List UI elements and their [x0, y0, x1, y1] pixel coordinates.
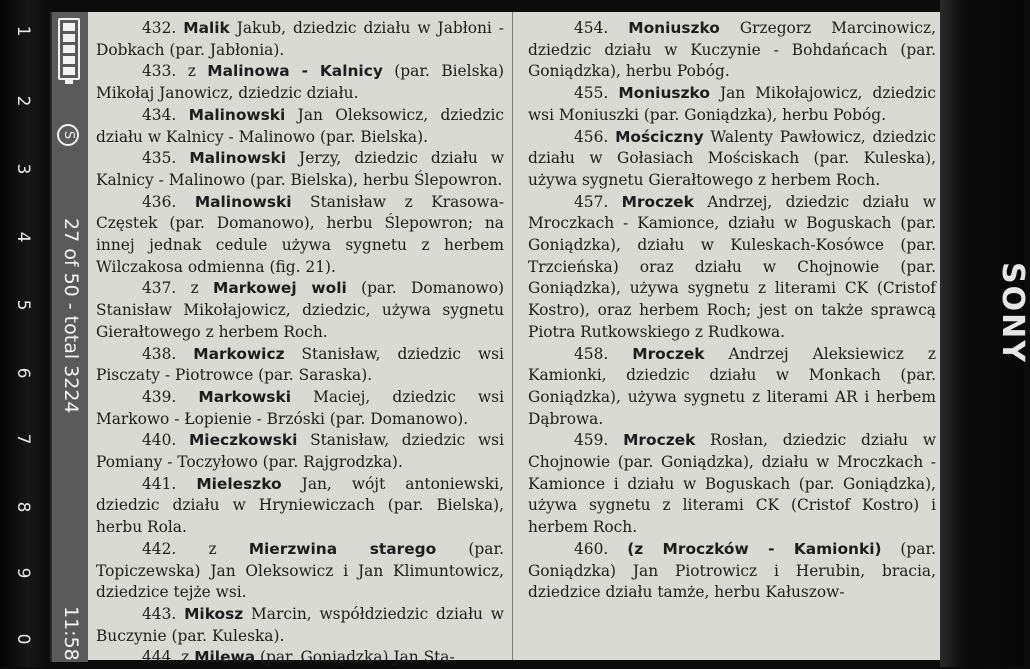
- entry-text: Jan Oleksowicz, dziedzic działu w Kalnicy - Malinowo (par. Bielska).: [96, 105, 504, 146]
- entry-name: Malinowski: [189, 149, 286, 168]
- numeric-key-strip: [0, 0, 46, 667]
- entry-name: Mroczek: [632, 344, 705, 363]
- book-page: [88, 12, 940, 667]
- entry: [528, 18, 936, 83]
- entry: [96, 647, 504, 669]
- entry-number: 439.: [142, 387, 177, 406]
- key-9[interactable]: 9: [13, 567, 33, 579]
- entry-text: (par. Bielska) Mikołaj Janowicz, dziedzic działu.: [96, 62, 504, 103]
- entry-prefix: z: [181, 648, 195, 667]
- entry: [96, 192, 504, 279]
- entry-name: Mościczny: [615, 127, 704, 146]
- entry-number: 457.: [574, 192, 609, 211]
- key-5[interactable]: 5: [13, 299, 33, 311]
- entry-name: Moniuszko: [618, 84, 710, 103]
- entry-prefix: z: [208, 539, 249, 558]
- key-6[interactable]: 6: [13, 367, 33, 379]
- entry-name: Markowski: [198, 387, 291, 406]
- clock: 11:58: [60, 606, 82, 661]
- entry: [96, 18, 504, 61]
- entry: [96, 105, 504, 148]
- key-2[interactable]: 2: [13, 95, 33, 107]
- entry-text: (par. Goniądzka) Jan Sta-: [255, 648, 455, 667]
- entry-name: Moniuszko: [628, 19, 720, 37]
- entry-number: 432.: [142, 19, 177, 37]
- entry: [528, 344, 936, 431]
- entry-name: Mroczek: [621, 192, 694, 211]
- entry-number: 437.: [142, 279, 177, 298]
- entry-text: Grzegorz Marcinowicz, dziedzic działu w Kuczynie - Bohdańcach (par. Goniądzka), herbu Pobóg.: [528, 19, 936, 81]
- entry: [96, 148, 504, 191]
- entry-text: Jerzy, dziedzic działu w Kalnicy - Malinowo (par. Bielska), herbu Ślepowron.: [96, 149, 504, 189]
- entry-number: 441.: [142, 474, 177, 493]
- entry: [528, 430, 936, 539]
- entry-text: Jan Mikołajowicz, dziedzic wsi Moniuszki (par. Goniądzka), herbu Pobóg.: [528, 84, 936, 124]
- entry-text: Rosłan, dziedzic działu w Chojnowie (par. Goniądzka), działu w Mroczkach - Kamionce i działu w Boguskach (par. Goniądzka), używa sygnetu z literami CK (Cristof Kostro) i herbem Roch.: [528, 431, 936, 537]
- left-column: [96, 18, 504, 669]
- entry-number: 456.: [574, 127, 609, 146]
- entry-text: Marcin, współdziedzic działu w Buczynie (par. Kuleska).: [96, 604, 504, 645]
- battery-icon: [58, 18, 80, 80]
- entry: [528, 83, 936, 126]
- status-bar: [50, 12, 88, 662]
- entry-number: 454.: [574, 19, 609, 37]
- entry-name: Malinowa - Kalnicy: [207, 62, 383, 81]
- entry-prefix: z: [187, 62, 208, 81]
- entry-text: Maciej, dziedzic wsi Markowo - Łopienie - Brzóski (par. Domanowo).: [96, 387, 504, 428]
- entry-text: Stanisław z Krasowa-Częstek (par. Domanowo), herbu Ślepowron; na innej jednak cedule używa sygnetu z herbem Wilczakosa odmienna (fig. 21).: [96, 192, 504, 276]
- entry-name: Mroczek: [623, 431, 696, 450]
- entry-text: (par. Topiczewska) Jan Oleksowicz i Jan Klimuntowicz, dziedzice tejże wsi.: [96, 539, 505, 602]
- sync-icon: S: [57, 124, 79, 146]
- entry-name: Mikosz: [184, 604, 244, 623]
- entry-text: Jakub, dziedzic działu w Jabłoni - Dobkach (par. Jabłonia).: [96, 19, 504, 59]
- entry-name: Milewa: [194, 648, 256, 667]
- entry-prefix: z: [190, 279, 214, 298]
- entry-text: Stanisław, dziedzic wsi Pisczaty - Piotrowce (par. Saraska).: [96, 344, 504, 385]
- entry: [96, 344, 504, 387]
- right-column: [528, 18, 936, 604]
- entry: [96, 387, 504, 430]
- brand-logo: SONY: [995, 262, 1030, 364]
- entry-text: Jan, wójt antoniewski, dziedzic działu w Hryniewiczach (par. Bielska), herbu Rola.: [96, 474, 504, 537]
- key-0[interactable]: 0: [13, 633, 33, 645]
- key-8[interactable]: 8: [13, 501, 33, 513]
- entry-number: 444.: [142, 648, 177, 667]
- entry-number: 434.: [142, 105, 177, 124]
- entry: [96, 539, 504, 604]
- entry-name: Mierzwina starego: [248, 539, 437, 558]
- entry: [96, 278, 504, 343]
- entry-name: Malik: [183, 19, 230, 37]
- page-indicator: 27 of 50 - total 3224: [60, 218, 82, 414]
- key-7[interactable]: 7: [13, 433, 33, 445]
- entry-number: 458.: [574, 344, 609, 363]
- entry-text: Andrzej Aleksiewicz z Kamionki, dziedzic działu w Monkach (par. Goniądzka), używa sygnetu z literami AR i herbem Dąbrowa.: [528, 344, 936, 428]
- entry-text: (par. Domanowo) Stanisław Mikołajowicz, dziedzic, używa sygnetu Gierałtowego z herbem Roch.: [96, 279, 504, 341]
- entry-name: Mieleszko: [196, 474, 282, 493]
- entry-name: Markowicz: [193, 344, 285, 363]
- entry-number: 455.: [574, 84, 609, 103]
- key-3[interactable]: 3: [13, 163, 33, 175]
- entry-name: Malinowski: [188, 105, 286, 124]
- entry-number: 436.: [142, 192, 177, 211]
- entry-name: Markowej woli: [213, 279, 347, 298]
- column-divider: [512, 12, 513, 660]
- entry-number: 442.: [142, 539, 177, 558]
- entry-text: Stanisław, dziedzic wsi Pomiany - Toczyłowo (par. Rajgrodzka).: [96, 431, 504, 472]
- entry: [528, 539, 936, 604]
- entry-number: 440.: [142, 431, 177, 450]
- key-1[interactable]: 1: [13, 25, 33, 37]
- entry-name: Malinowski: [194, 192, 292, 211]
- entry-number: 443.: [142, 604, 177, 623]
- entry: [96, 430, 504, 473]
- entry-text: Walenty Pawłowicz, dziedzic działu w Gołasiach Mościskach (par. Kuleska), używa sygnetu Gierałtowego z herbem Roch.: [528, 127, 936, 189]
- entry-number: 460.: [574, 539, 609, 558]
- entry-name: Mieczkowski: [188, 431, 298, 450]
- key-4[interactable]: 4: [13, 231, 33, 243]
- entry-text: (par. Goniądzka) Jan Piotrowicz i Herubin, bracia, dziedzice działu tamże, herbu Kałuszow-: [528, 539, 936, 602]
- entry: [528, 192, 936, 344]
- entry-number: 438.: [142, 344, 177, 363]
- entry: [96, 604, 504, 647]
- entry-text: Andrzej, dziedzic działu w Mroczkach - Kamionce, działu w Boguskach (par. Goniądzka), działu w Kuleskach-Kosówce (par. Trzcieńska) oraz działu w Chojnowie (par. Goniądzka), używa sygnetu z literami CK (Cristof Kostro), oraz herbem Roch; jest on także sprawcą Piotra Rutkowskiego z Rudkowa.: [528, 192, 936, 341]
- entry-number: 435.: [142, 149, 177, 168]
- entry: [96, 61, 504, 104]
- entry: [96, 474, 504, 539]
- entry-name: (z Mroczków - Kamionki): [627, 539, 882, 558]
- entry-number: 433.: [142, 62, 177, 81]
- entry: [528, 127, 936, 192]
- entry-number: 459.: [574, 431, 609, 450]
